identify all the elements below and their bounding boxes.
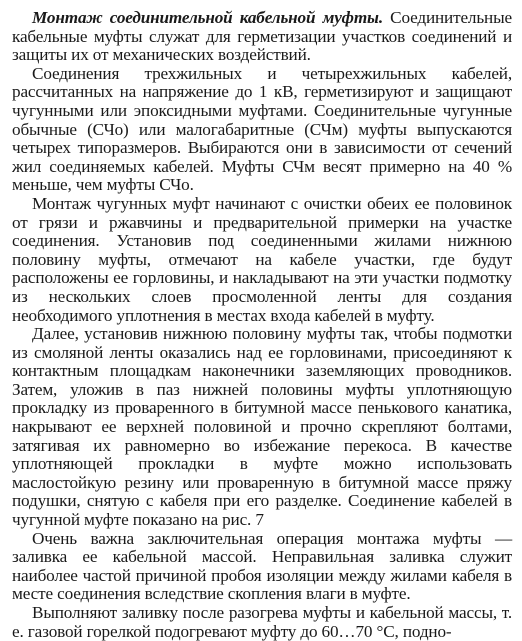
paragraph-1 [12,9,512,65]
paragraph-4: Далее, установив нижнюю половину муфты так, чтобы подмотки из смоляной ленты оказались над ее горловинами, присоединяют к контактным площадкам наконечники заземляющих проводников. Затем, уложив в паз нижней половины муфты уплотняющую прокладку из проваренного в битумной массе пенькового канатика, накрывают ее верхней половиной и прочно скрепляют болтами, затягивая их равномерно во избежание перекоса. В качестве уплотняющей прокладки в муфте можно использовать маслостойкую резину или проваренную в битумной массе пряжу подушки, снятую с кабеля при его разделке. Соединение кабелей в чугунной муфте показано на рис. 7 [12,324,512,530]
paragraph-1-text: Соединительные кабельные муфты служат для герметизации участков соединений и защиты их от механических воздействий. [12,8,512,65]
paragraph-2: Соединения трехжильных и четырехжильных кабелей, рассчитанных на напряжение до 1 кВ, герметизируют и защищают чугунными или эпоксидными муфтами. Соединительные чугунные обычные (СЧо) или малогабаритные (СЧм) муфты выпускаются четырех типоразмеров. Выбираются они в зависимости от сечений жил соединяемых кабелей. Муфты СЧм весят примерно на 40 % меньше, чем муфты СЧо. [12,63,512,195]
paragraph-3: Монтаж чугунных муфт начинают с очистки обеих ее половинок от грязи и ржавчины и предварительной примерки на участке соединения. Установив под соединенными жилами нижнюю половину муфты, отмечают на кабеле участки, где будут расположены ее горловины, и накладывают на эти участки подмотку из нескольких слоев просмоленной ленты для создания необходимого уплотнения в местах входа кабелей в муфту. [12,193,512,325]
paragraph-6: Выполняют заливку после разогрева муфты и кабельной массы, т. е. газовой горелкой подогревают муфту до 60…70 °С, подно- [12,603,512,641]
section-heading: Монтаж соединительной кабельной муфты. [32,8,383,27]
paragraph-5: Очень важна заключительная операция монтажа муфты — заливка ее кабельной массой. Неправильная заливка служит наиболее частой причиной пробоя изоляции между жилами кабеля в месте соединения вследствие скопления влаги в муфте. [12,528,512,604]
